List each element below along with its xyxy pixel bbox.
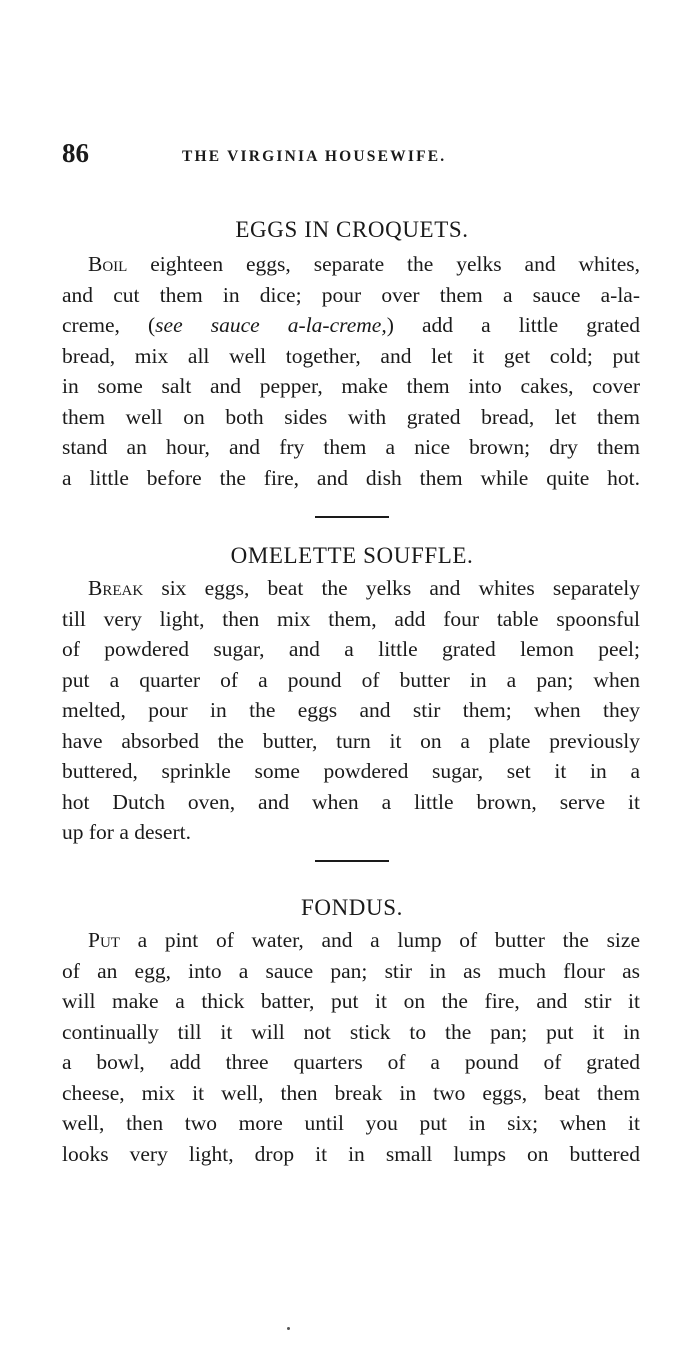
section-divider	[315, 860, 389, 862]
recipe-line: continually till it will not stick to the pan; put it in	[62, 1019, 640, 1044]
recipe-line: Put a pint of water, and a lump of butter the size	[88, 928, 640, 952]
running-head	[62, 138, 642, 178]
recipe-line: of an egg, into a sauce pan; stir in as much flour as	[62, 958, 640, 983]
recipe-line: up for a desert.	[62, 820, 191, 844]
recipe-title-omelette-souffle: OMELETTE SOUFFLE.	[230, 543, 474, 568]
recipe-lead-word: Boil	[88, 252, 128, 276]
running-title: THE VIRGINIA HOUSEWIFE.	[182, 148, 447, 165]
recipe-line: melted, pour in the eggs and stir them; when they	[62, 698, 640, 722]
recipe-lead-word: Break	[88, 576, 144, 600]
recipe-line: hot Dutch oven, and when a little brown, serve it	[62, 789, 640, 814]
recipe-line: buttered, sprinkle some powdered sugar, set it in a	[62, 759, 640, 783]
recipe-line: put a quarter of a pound of butter in a pan; when	[62, 667, 640, 692]
recipe-line: creme, (see sauce a-la-creme,) add a little grated	[62, 313, 641, 337]
recipe-line: stand an hour, and fry them a nice brown; dry them	[62, 435, 640, 459]
recipe-line: cheese, mix it well, then break in two eggs, beat them	[62, 1080, 640, 1105]
recipe-line: Break six eggs, beat the yelks and whites separately	[88, 576, 640, 600]
recipe-line: will make a thick batter, put it on the fire, and stir it	[62, 989, 640, 1013]
recipe-title-fondus: FONDUS.	[301, 895, 403, 920]
recipe-body-eggs-in-croquets	[62, 249, 640, 493]
recipe-lead-word: Put	[88, 928, 120, 952]
recipe-line: Boil eighteen eggs, separate the yelks and whites,	[88, 252, 640, 276]
recipe-line: bread, mix all well together, and let it get cold; put	[62, 343, 640, 368]
recipe-title-eggs-in-croquets: EGGS IN CROQUETS.	[235, 217, 469, 242]
section-divider	[315, 516, 389, 518]
recipe-line: of powdered sugar, and a little grated lemon peel;	[62, 637, 640, 661]
recipe-line: and cut them in dice; pour over them a sauce a-la-	[62, 282, 640, 307]
recipe-line: looks very light, drop it in small lumps on buttered	[62, 1141, 640, 1166]
page-speck	[287, 1327, 290, 1330]
recipe-line: in some salt and pepper, make them into cakes, cover	[62, 374, 640, 398]
recipe-line: them well on both sides with grated bread, let them	[62, 404, 640, 429]
recipe-line: a little before the fire, and dish them while quite hot.	[62, 465, 640, 490]
recipe-body-fondus	[62, 925, 640, 1169]
recipe-line: till very light, then mix them, add four table spoonsful	[62, 606, 640, 631]
recipe-line: have absorbed the butter, turn it on a plate previously	[62, 728, 640, 753]
page-number: 86	[62, 138, 89, 168]
recipe-line: a bowl, add three quarters of a pound of grated	[62, 1050, 640, 1074]
recipe-body-omelette-souffle	[62, 573, 640, 848]
recipe-line: well, then two more until you put in six; when it	[62, 1111, 640, 1135]
